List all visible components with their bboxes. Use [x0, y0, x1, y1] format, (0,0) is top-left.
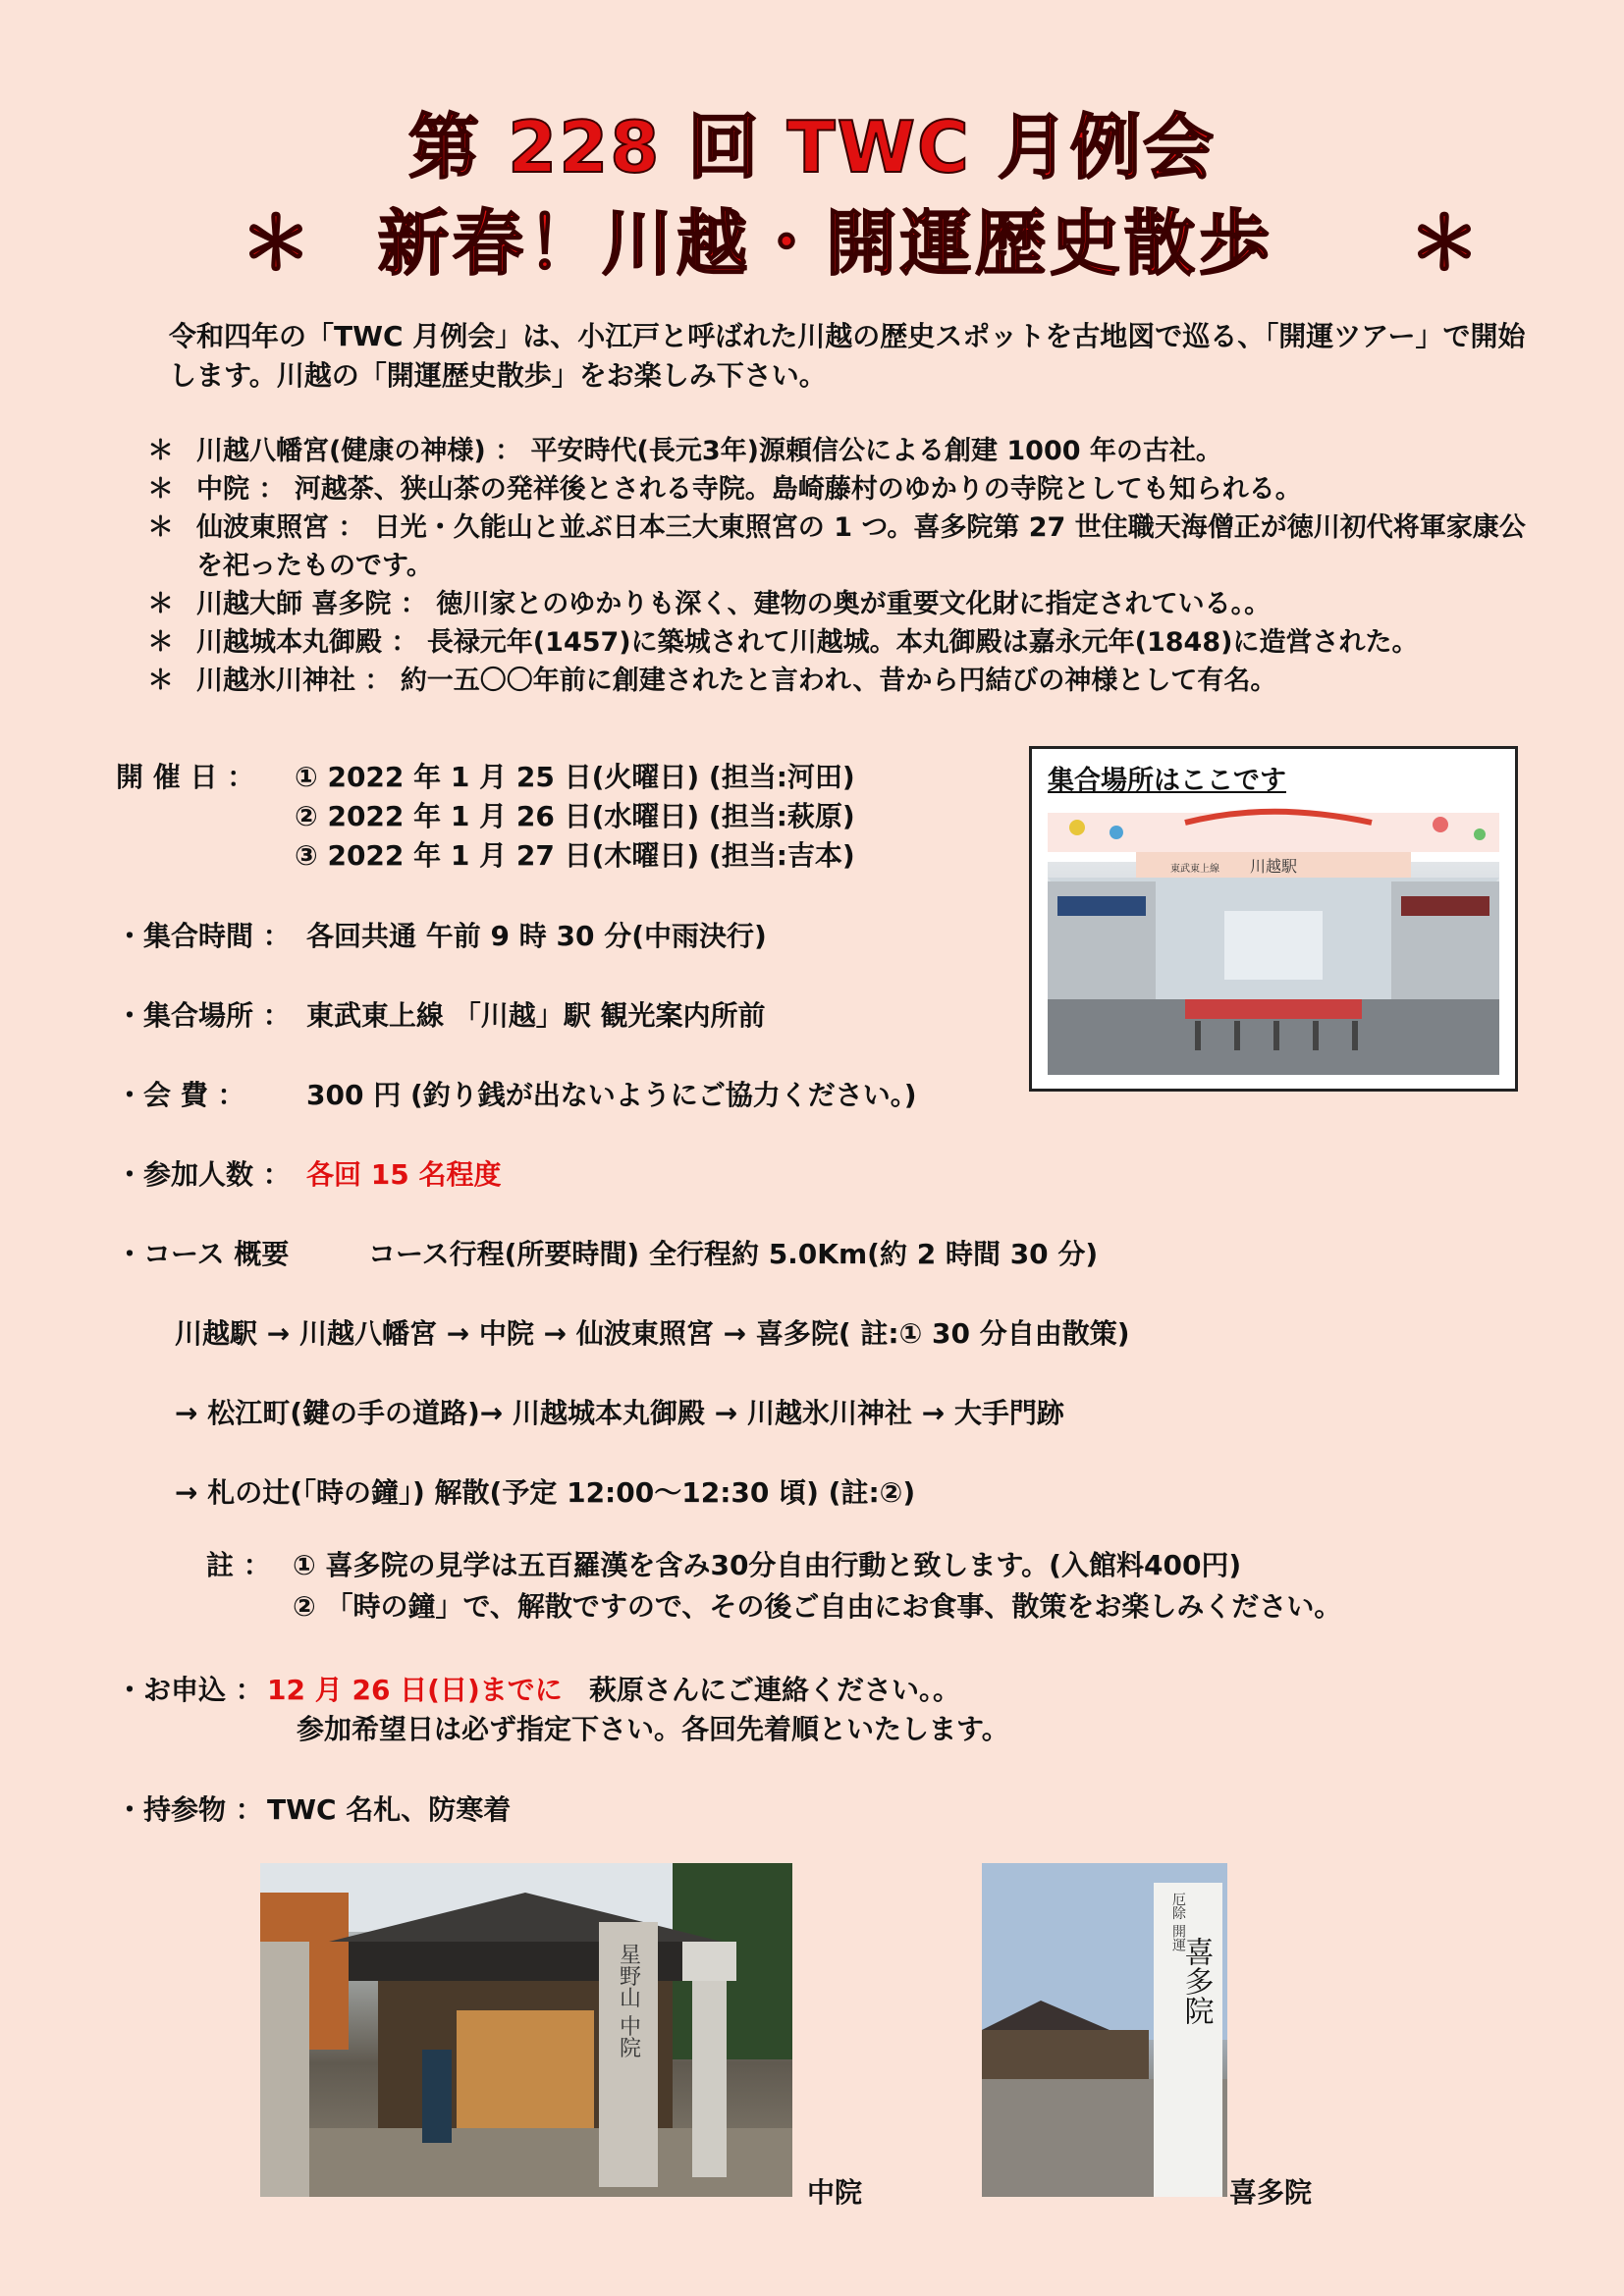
date-item: ② 2022 年 1 月 26 日(水曜日) (担当:萩原) — [295, 800, 855, 832]
course-label: ・コース 概要 — [116, 1238, 290, 1270]
meeting-time-label: ・集合時間 ： — [116, 920, 291, 952]
spot-name: 仙波東照宮 ： — [196, 512, 365, 543]
participants-value: 各回 15 名程度 — [306, 1158, 502, 1191]
spot-item: ＊ 川越城本丸御殿 ： 長禄元年(1457)に築城されて川越城。本丸御殿は嘉永元年(1848)に造営された。 — [147, 627, 1419, 658]
meeting-time-value: 各回共通 午前 9 時 30 分(中雨決行) — [306, 920, 767, 952]
station-photo — [1048, 803, 1499, 1075]
date-item: ① 2022 年 1 月 25 日(火曜日) (担当:河田) — [295, 761, 855, 793]
spot-name: 川越城本丸御殿 ： — [196, 627, 418, 658]
kitain-illustration — [982, 1863, 1227, 2197]
meeting-place-photo-box — [1029, 746, 1518, 1092]
stone-inscription: 星野山 中院 — [616, 1943, 641, 2058]
notes-label: 註 ： — [206, 1549, 271, 1581]
spot-name: 川越八幡宮(健康の神様) ： — [196, 436, 522, 466]
course-summary: コース行程(所要時間) 全行程約 5.0Km(約 2 時間 30 分) — [368, 1238, 1099, 1270]
apply-contact: 萩原さんにご連絡ください。。 — [589, 1674, 961, 1706]
station-illustration — [1048, 803, 1499, 1075]
spot-desc: 徳川家とのゆかりも深く、建物の奥が重要文化財に指定されている。。 — [436, 589, 1272, 619]
caption-kitain: 喜多院 — [1229, 2176, 1313, 2209]
spot-desc: 平安時代(長元3年)源頼信公による創建 1000 年の古社。 — [530, 436, 1222, 466]
course-route-1: 川越駅 → 川越八幡宮 → 中院 → 仙波東照宮 → 喜多院( 註:① 30 分自由散策) — [175, 1317, 1130, 1350]
apply-note: 参加希望日は必ず指定下さい。各回先着順といたします。 — [297, 1713, 1009, 1745]
spot-name: 川越氷川神社 ： — [196, 666, 392, 696]
chuin-illustration — [260, 1863, 792, 2197]
apply-deadline: 12 月 26 日(日)までに — [267, 1674, 563, 1706]
fee-value: 300 円 (釣り銭が出ないようにご協力ください。) — [306, 1079, 917, 1111]
asterisk-right: ＊ — [1409, 202, 1481, 285]
chuin-temple-photo — [260, 1863, 792, 2197]
spot-list — [147, 432, 1542, 700]
course-route-3: → 札の辻(「時の鐘」) 解散(予定 12:00～12:30 頃) (註:②) — [175, 1476, 916, 1509]
spot-desc: 日光・久能山と並ぶ日本三大東照宮の 1 つ。喜多院第 27 世住職天海僧正が徳川初代将軍家康公を祀ったものです。 — [196, 512, 1526, 581]
meeting-place-value: 東武東上線 「川越」駅 観光案内所前 — [306, 999, 766, 1032]
spot-desc: 約一五〇〇年前に創建されたと言われ、昔から円結びの神様として有名。 — [400, 666, 1277, 696]
page-subtitle: 新春！川越・開運歴史散歩 — [378, 202, 1274, 285]
spot-item: ＊ 川越八幡宮(健康の神様) ： 平安時代(長元3年)源頼信公による創建 1000 年の古社。 — [147, 436, 1222, 466]
note-1: ① 喜多院の見学は五百羅漢を含み30分自由行動と致します。(入館料400円) — [293, 1549, 1242, 1581]
spot-item: ＊ 川越大師 喜多院 ： 徳川家とのゆかりも深く、建物の奥が重要文化財に指定されている。。 — [147, 589, 1272, 619]
dates-label: 開 催 日 ： — [116, 761, 255, 793]
page-title: 第 228 回 TWC 月例会 — [408, 106, 1216, 188]
kitain-temple-photo — [982, 1863, 1227, 2197]
note-2: ② 「時の鐘」で、解散ですので、その後ご自由にお食事、散策をお楽しみください。 — [293, 1590, 1342, 1623]
pillar-text: 喜多院 — [1178, 1937, 1214, 2025]
spot-item: ＊ 中院 ： 河越茶、狭山茶の発祥後とされる寺院。島崎藤村のゆかりの寺院としても知られる。 — [147, 474, 1302, 505]
intro-text: 令和四年の「TWC 月例会」は、小江戸と呼ばれた川越の歴史スポットを古地図で巡る、「開運ツアー」で開始します。川越の「開運歴史散歩」をお楽しみ下さい。 — [169, 320, 1526, 392]
line-sign: 東武東上線 — [1170, 864, 1219, 875]
meeting-place-label: ・集合場所 ： — [116, 999, 291, 1032]
spot-desc: 長禄元年(1457)に築城されて川越城。本丸御殿は嘉永元年(1848)に造営された。 — [426, 627, 1419, 658]
apply-label: ・お申込 ： — [116, 1674, 263, 1706]
spot-desc: 河越茶、狭山茶の発祥後とされる寺院。島崎藤村のゆかりの寺院としても知られる。 — [294, 474, 1302, 505]
bring-label: ・持参物 ： — [116, 1793, 263, 1826]
bring-value: TWC 名札、防寒着 — [267, 1793, 512, 1826]
spot-name: 川越大師 喜多院 ： — [196, 589, 427, 619]
pillar-small-text: 厄除 開運 — [1170, 1892, 1186, 1952]
date-item: ③ 2022 年 1 月 27 日(木曜日) (担当:吉本) — [295, 839, 855, 872]
participants-label: ・参加人数 ： — [116, 1158, 291, 1191]
station-sign: 川越駅 — [1249, 857, 1298, 876]
course-route-2: → 松江町(鍵の手の道路)→ 川越城本丸御殿 → 川越氷川神社 → 大手門跡 — [175, 1397, 1064, 1429]
caption-chuin: 中院 — [807, 2176, 863, 2209]
spot-name: 中院 ： — [196, 474, 286, 505]
asterisk-left: ＊ — [241, 202, 312, 285]
photo-caption: 集合場所はここです — [1048, 766, 1286, 796]
spot-item: ＊ 仙波東照宮 ： 日光・久能山と並ぶ日本三大東照宮の 1 つ。喜多院第 27 世住職天海僧正が徳川初代将軍家康公を祀ったものです。 — [147, 512, 1526, 581]
fee-label: ・会 費 ： — [116, 1079, 245, 1111]
spot-item: ＊ 川越氷川神社 ： 約一五〇〇年前に創建されたと言われ、昔から円結びの神様として有名。 — [147, 666, 1277, 696]
